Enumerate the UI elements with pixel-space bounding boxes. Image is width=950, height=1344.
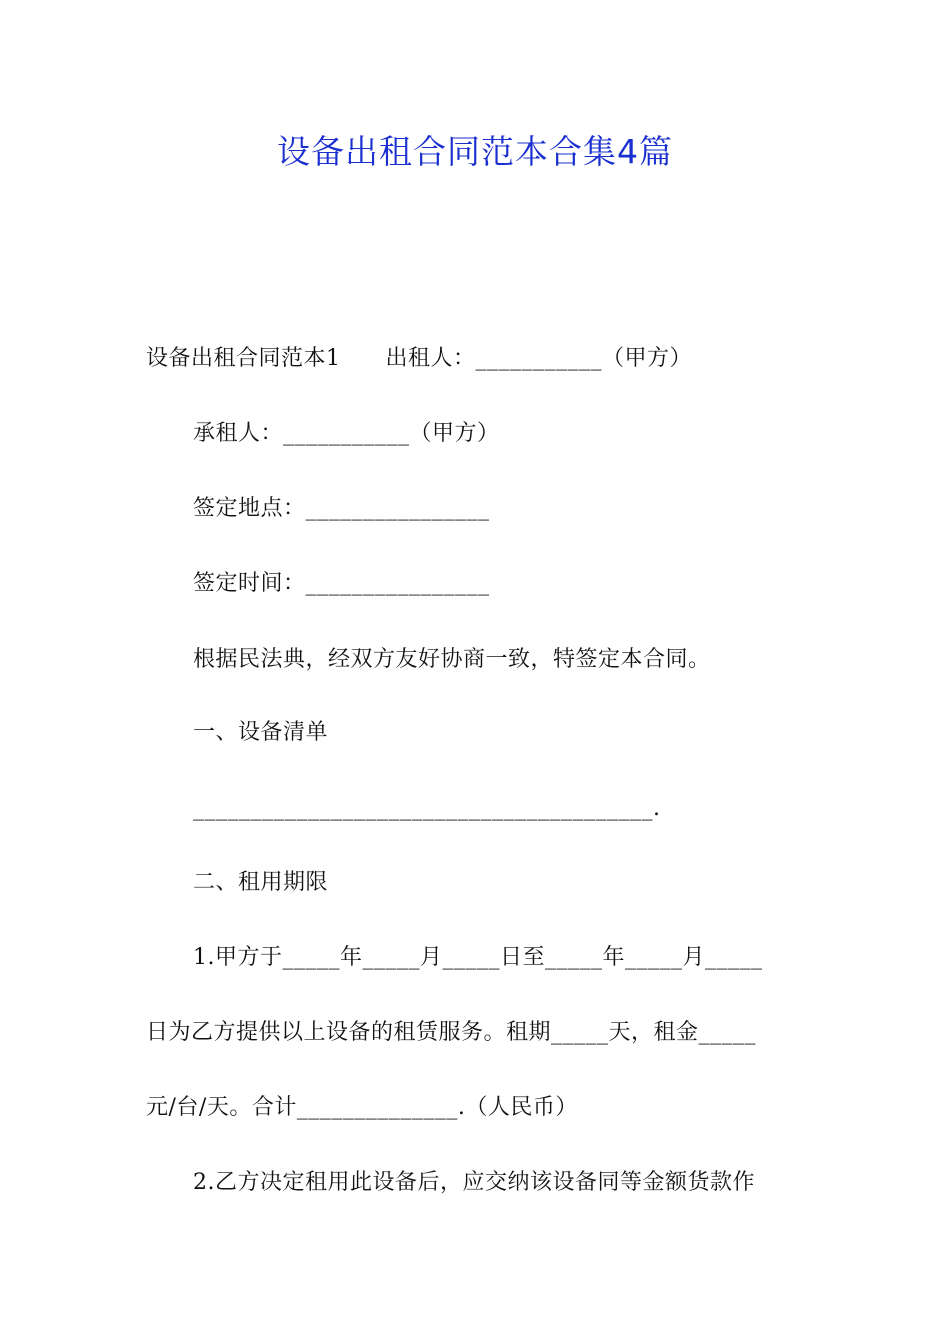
equipment-list-blank: ________________________________________. xyxy=(193,796,661,821)
signing-place-line: 签定地点：________________ xyxy=(193,496,490,521)
preamble-paragraph: 根据民法典，经双方友好协商一致，特签定本合同。 xyxy=(193,647,711,672)
signing-time-line: 签定时间：________________ xyxy=(193,571,490,596)
lessee-line: 承租人：___________（甲方） xyxy=(193,421,500,446)
section-heading-rental-period: 二、租用期限 xyxy=(193,870,329,895)
rental-period-clause-line-1: 1.甲方于_____年_____月_____日至_____年_____月_____ xyxy=(193,945,763,970)
rental-period-clause-line-2: 日为乙方提供以上设备的租赁服务。租期_____天，租金_____ xyxy=(146,1020,757,1045)
document-title: 设备出租合同范本合集4篇 xyxy=(277,132,673,171)
section-heading-equipment-list: 一、设备清单 xyxy=(193,720,329,745)
contract-heading-lessor-line: 设备出租合同范本1 出租人：___________（甲方） xyxy=(146,346,692,371)
deposit-clause-line-1: 2.乙方决定租用此设备后，应交纳该设备同等金额货款作 xyxy=(193,1170,755,1195)
rental-period-clause-line-3: 元/台/天。合计______________.（人民币） xyxy=(146,1095,578,1120)
